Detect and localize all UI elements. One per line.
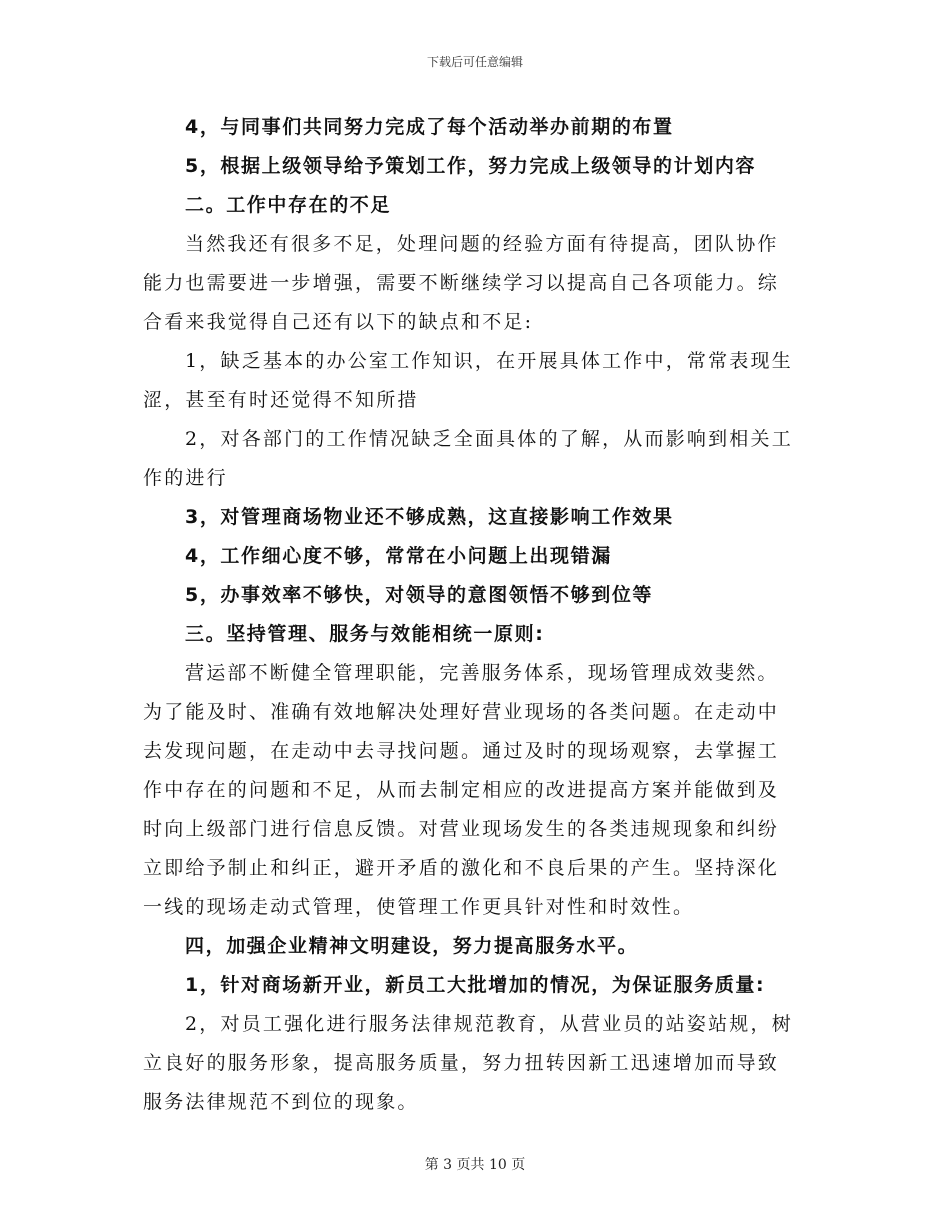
list-item-5-planning: 5，根据上级领导给予策划工作，努力完成上级领导的计划内容: [185, 155, 757, 177]
document-body: [143, 108, 813, 1122]
section-heading-shortcomings: 二。工作中存在的不足: [185, 194, 392, 216]
page-number: 第 3 页共 10 页: [424, 1157, 526, 1173]
paragraph-line: 为了能及时、准确有效地解决处理好营业现场的各类问题。在走动中: [143, 701, 780, 723]
paragraph-line: 服务法律规范不到位的现象。: [143, 1091, 419, 1113]
paragraph-line: 时向上级部门进行信息反馈。对营业现场发生的各类违规现象和纠纷: [143, 818, 780, 840]
list-item-4-activity-setup: 4，与同事们共同努力完成了每个活动举办前期的布置: [185, 116, 674, 138]
list-item-2-staff-training: 2，对员工强化进行服务法律规范教育，从营业员的站姿站规，树: [185, 1013, 793, 1035]
list-item-1-office-knowledge: 1，缺乏基本的办公室工作知识，在开展具体工作中，常常表现生: [185, 350, 793, 372]
paragraph-line: 一线的现场走动式管理，使管理工作更具针对性和时效性。: [143, 896, 695, 918]
paragraph-line: 作的进行: [143, 467, 228, 489]
paragraph-line: 能力也需要进一步增强，需要不断继续学习以提高自己各项能力。综: [143, 272, 780, 294]
paragraph-line: 合看来我觉得自己还有以下的缺点和不足:: [143, 311, 534, 333]
list-item-4-attention-detail: 4，工作细心度不够，常常在小问题上出现错漏: [185, 545, 612, 567]
paragraph-line: 立即给予制止和纠正，避开矛盾的激化和不良后果的产生。坚持深化: [143, 857, 780, 879]
paragraph-line: 营运部不断健全管理职能，完善服务体系，现场管理成效斐然。: [185, 662, 779, 684]
list-item-3-property-management: 3，对管理商场物业还不够成熟，这直接影响工作效果: [185, 506, 674, 528]
list-item-1-new-staff: 1，针对商场新开业，新员工大批增加的情况，为保证服务质量:: [185, 974, 766, 996]
list-item-2-departments: 2，对各部门的工作情况缺乏全面具体的了解，从而影响到相关工: [185, 428, 793, 450]
paragraph-line: 去发现问题，在走动中去寻找问题。通过及时的现场观察，去掌握工: [143, 740, 780, 762]
paragraph-line: 立良好的服务形象，提高服务质量，努力扭转因新工迅速增加而导致: [143, 1052, 780, 1074]
paragraph-line: 涩，甚至有时还觉得不知所措: [143, 389, 419, 411]
section-heading-principles: 三。坚持管理、服务与效能相统一原则:: [185, 623, 545, 645]
list-item-5-efficiency: 5，办事效率不够快，对领导的意图领悟不够到位等: [185, 584, 654, 606]
page-header: 下载后可任意编辑: [426, 55, 523, 69]
paragraph-line: 当然我还有很多不足，处理问题的经验方面有待提高，团队协作: [185, 233, 779, 255]
paragraph-line: 作中存在的问题和不足，从而去制定相应的改进提高方案并能做到及: [143, 779, 780, 801]
section-heading-service-level: 四，加强企业精神文明建设，努力提高服务水平。: [185, 935, 639, 957]
